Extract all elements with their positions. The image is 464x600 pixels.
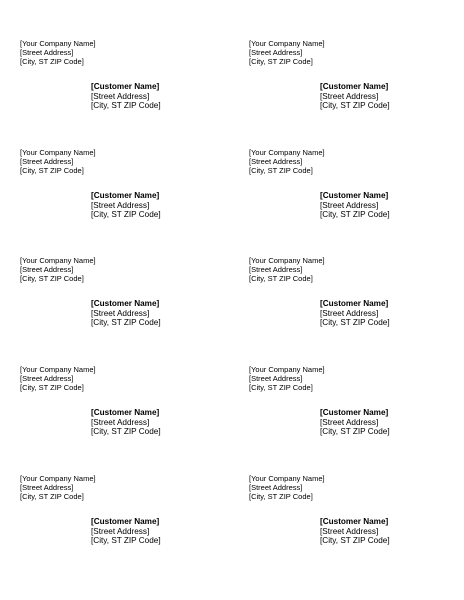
company-street: [Street Address] — [20, 157, 74, 167]
company-street: [Street Address] — [20, 48, 74, 58]
customer-name: [Customer Name] — [320, 299, 389, 308]
return-address — [20, 148, 96, 176]
return-address — [249, 39, 325, 67]
company-street: [Street Address] — [249, 374, 303, 384]
return-address — [20, 39, 96, 67]
customer-street: [Street Address] — [91, 91, 150, 101]
recipient-address — [91, 82, 161, 111]
customer-name: [Customer Name] — [320, 517, 389, 526]
company-name: [Your Company Name] — [20, 256, 96, 265]
recipient-address — [91, 299, 161, 328]
recipient-address — [320, 299, 390, 328]
company-name: [Your Company Name] — [20, 365, 96, 374]
company-city: [City, ST ZIP Code] — [249, 166, 313, 176]
customer-name: [Customer Name] — [91, 517, 160, 526]
company-street: [Street Address] — [249, 48, 303, 58]
customer-city: [City, ST ZIP Code] — [91, 536, 161, 546]
return-address — [20, 474, 96, 502]
company-city: [City, ST ZIP Code] — [249, 57, 313, 67]
company-street: [Street Address] — [249, 483, 303, 493]
return-address — [20, 365, 96, 393]
company-name: [Your Company Name] — [249, 365, 325, 374]
customer-name: [Customer Name] — [91, 299, 160, 308]
return-address — [249, 256, 325, 284]
recipient-address — [91, 191, 161, 220]
return-address — [249, 474, 325, 502]
label-10 — [249, 474, 459, 566]
company-street: [Street Address] — [20, 483, 74, 493]
customer-name: [Customer Name] — [320, 191, 389, 200]
customer-city: [City, ST ZIP Code] — [320, 101, 390, 111]
label-4 — [249, 148, 459, 240]
company-street: [Street Address] — [249, 157, 303, 167]
customer-name: [Customer Name] — [91, 191, 160, 200]
customer-name: [Customer Name] — [320, 82, 389, 91]
customer-street: [Street Address] — [320, 417, 379, 427]
return-address — [20, 256, 96, 284]
company-name: [Your Company Name] — [249, 148, 325, 157]
company-city: [City, ST ZIP Code] — [20, 274, 84, 284]
label-6 — [249, 256, 459, 348]
label-9 — [20, 474, 230, 566]
customer-city: [City, ST ZIP Code] — [91, 318, 161, 328]
company-name: [Your Company Name] — [249, 39, 325, 48]
customer-city: [City, ST ZIP Code] — [320, 318, 390, 328]
customer-city: [City, ST ZIP Code] — [91, 101, 161, 111]
company-name: [Your Company Name] — [20, 148, 96, 157]
customer-city: [City, ST ZIP Code] — [320, 210, 390, 220]
customer-name: [Customer Name] — [91, 82, 160, 91]
customer-street: [Street Address] — [91, 417, 150, 427]
customer-street: [Street Address] — [320, 200, 379, 210]
recipient-address — [91, 408, 161, 437]
label-1 — [20, 39, 230, 131]
company-name: [Your Company Name] — [249, 474, 325, 483]
customer-street: [Street Address] — [320, 308, 379, 318]
company-street: [Street Address] — [249, 265, 303, 275]
return-address — [249, 148, 325, 176]
customer-name: [Customer Name] — [91, 408, 160, 417]
company-street: [Street Address] — [20, 374, 74, 384]
customer-city: [City, ST ZIP Code] — [320, 536, 390, 546]
company-city: [City, ST ZIP Code] — [20, 492, 84, 502]
recipient-address — [91, 517, 161, 546]
recipient-address — [320, 191, 390, 220]
company-street: [Street Address] — [20, 265, 74, 275]
company-city: [City, ST ZIP Code] — [249, 274, 313, 284]
company-name: [Your Company Name] — [249, 256, 325, 265]
company-city: [City, ST ZIP Code] — [249, 383, 313, 393]
company-name: [Your Company Name] — [20, 39, 96, 48]
label-3 — [20, 148, 230, 240]
label-8 — [249, 365, 459, 457]
recipient-address — [320, 408, 390, 437]
customer-street: [Street Address] — [320, 526, 379, 536]
customer-city: [City, ST ZIP Code] — [91, 427, 161, 437]
customer-street: [Street Address] — [91, 526, 150, 536]
customer-street: [Street Address] — [320, 91, 379, 101]
company-city: [City, ST ZIP Code] — [249, 492, 313, 502]
company-name: [Your Company Name] — [20, 474, 96, 483]
return-address — [249, 365, 325, 393]
company-city: [City, ST ZIP Code] — [20, 166, 84, 176]
customer-street: [Street Address] — [91, 200, 150, 210]
customer-name: [Customer Name] — [320, 408, 389, 417]
recipient-address — [320, 82, 390, 111]
company-city: [City, ST ZIP Code] — [20, 57, 84, 67]
customer-city: [City, ST ZIP Code] — [320, 427, 390, 437]
company-city: [City, ST ZIP Code] — [20, 383, 84, 393]
label-7 — [20, 365, 230, 457]
label-2 — [249, 39, 459, 131]
customer-street: [Street Address] — [91, 308, 150, 318]
recipient-address — [320, 517, 390, 546]
customer-city: [City, ST ZIP Code] — [91, 210, 161, 220]
label-5 — [20, 256, 230, 348]
